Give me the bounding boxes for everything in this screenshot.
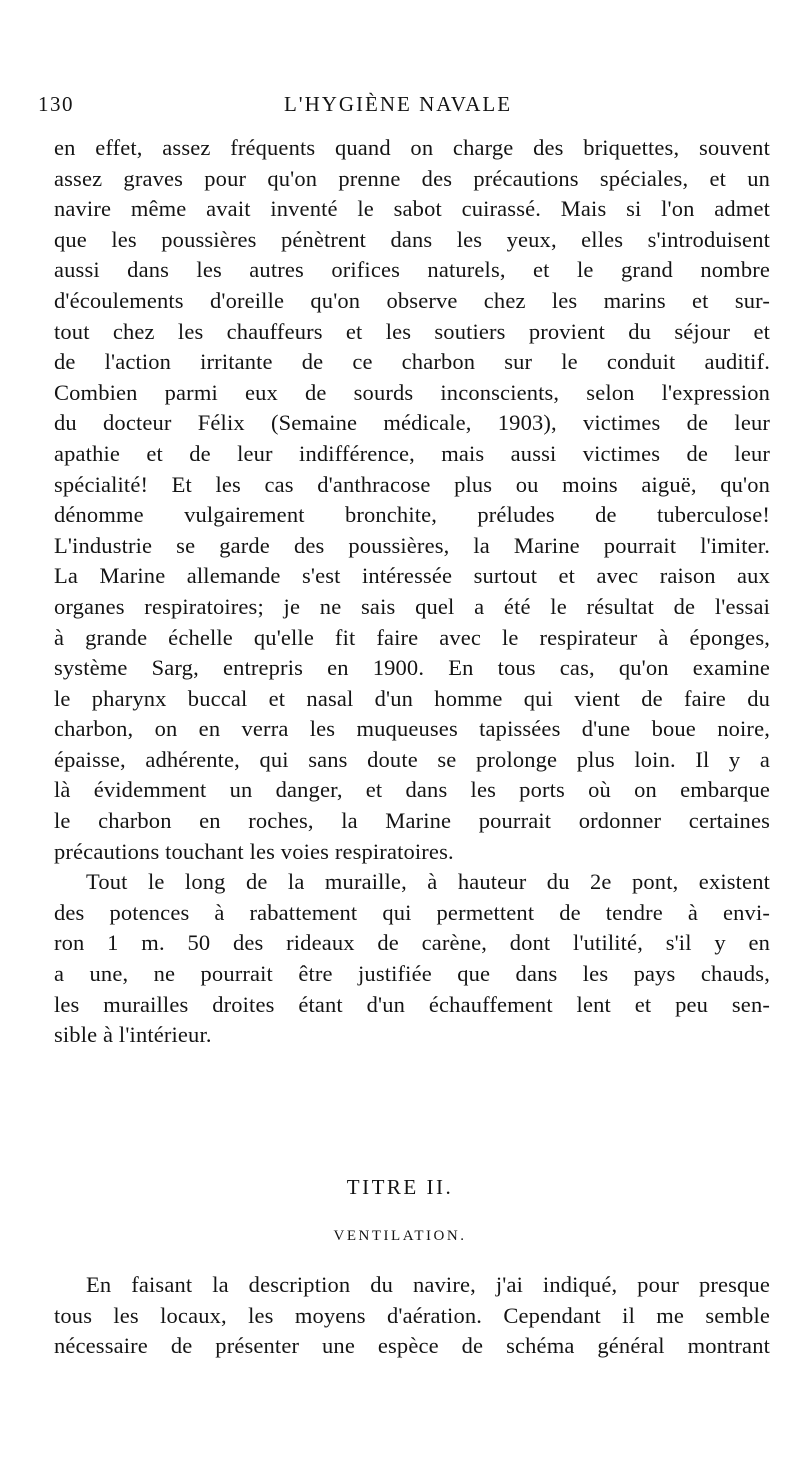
text-line: dénomme vulgairement bronchite, préludes de tuberculose! (54, 502, 770, 528)
text-line: que les poussières pénètrent dans les yeux, elles s'introduisent (54, 226, 770, 252)
body-text-bottom (54, 1270, 770, 1362)
text-line: des potences à rabattement qui permettent de tendre à envi- (54, 899, 770, 925)
text-line: organes respiratoires; je ne sais quel a été le résultat de l'essai (54, 593, 770, 619)
text-line: Combien parmi eux de sourds inconscients, selon l'expression (54, 379, 770, 405)
paragraph-hull-curtains (54, 867, 770, 1051)
text-line: L'industrie se garde des poussières, la Marine pourrait l'imiter. (54, 532, 770, 558)
text-line: précautions touchant les voies respiratoires. (54, 838, 454, 864)
text-line: le pharynx buccal et nasal d'un homme qui vient de faire du (54, 685, 770, 711)
text-line: ron 1 m. 50 des rideaux de carène, dont l'utilité, s'il y en (54, 930, 770, 956)
text-line: assez graves pour qu'on prenne des précautions spéciales, et un (54, 165, 770, 191)
text-line: du docteur Félix (Semaine médicale, 1903), victimes de leur (54, 410, 770, 436)
paragraph-coal-dust (54, 133, 770, 867)
text-line: là évidemment un danger, et dans les ports où on embarque (54, 777, 770, 803)
body-text-top (54, 133, 770, 1051)
text-line: charbon, on en verra les muqueuses tapissées d'une boue noire, (54, 716, 770, 742)
text-line: à grande échelle qu'elle fit faire avec le respirateur à éponges, (54, 624, 770, 650)
section-subtitle: VENTILATION. (333, 1228, 467, 1244)
text-line: Tout le long de la muraille, à hauteur du 2e pont, existent (86, 869, 770, 895)
text-line: tout chez les chauffeurs et les soutiers provient du séjour et (54, 318, 770, 344)
text-line: épaisse, adhérente, qui sans doute se prolonge plus loin. Il y a (54, 746, 770, 772)
section-title: TITRE II. (346, 1175, 454, 1199)
page-header (38, 92, 758, 122)
text-line: les murailles droites étant d'un échauffement lent et peu sen- (54, 991, 770, 1017)
text-line: sible à l'intérieur. (54, 1022, 212, 1048)
text-line: tous les locaux, les moyens d'aération. Cependant il me semble (54, 1302, 770, 1328)
paragraph-ventilation (54, 1270, 770, 1362)
text-line: de l'action irritante de ce charbon sur le conduit auditif. (54, 349, 770, 375)
text-line: aussi dans les autres orifices naturels, et le grand nombre (54, 257, 770, 283)
text-line: nécessaire de présenter une espèce de schéma général montrant (54, 1333, 770, 1359)
text-line: En faisant la description du navire, j'ai indiqué, pour presque (86, 1272, 770, 1297)
text-line: le charbon en roches, la Marine pourrait ordonner certaines (54, 808, 770, 834)
text-line: d'écoulements d'oreille qu'on observe chez les marins et sur- (54, 287, 770, 313)
text-line: système Sarg, entrepris en 1900. En tous cas, qu'on examine (54, 655, 770, 681)
text-line: a une, ne pourrait être justifiée que dans les pays chauds, (54, 961, 770, 987)
running-title: L'HYGIÈNE NAVALE (283, 92, 513, 116)
text-line: spécialité! Et les cas d'anthracose plus ou moins aiguë, qu'on (54, 471, 770, 497)
text-line: apathie et de leur indifférence, mais aussi victimes de leur (54, 440, 770, 466)
text-line: navire même avait inventé le sabot cuirassé. Mais si l'on admet (54, 196, 770, 222)
text-line: La Marine allemande s'est intéressée surtout et avec raison aux (54, 563, 770, 589)
text-line: en effet, assez fréquents quand on charge des briquettes, souvent (54, 135, 770, 160)
page-number: 130 (38, 92, 74, 116)
